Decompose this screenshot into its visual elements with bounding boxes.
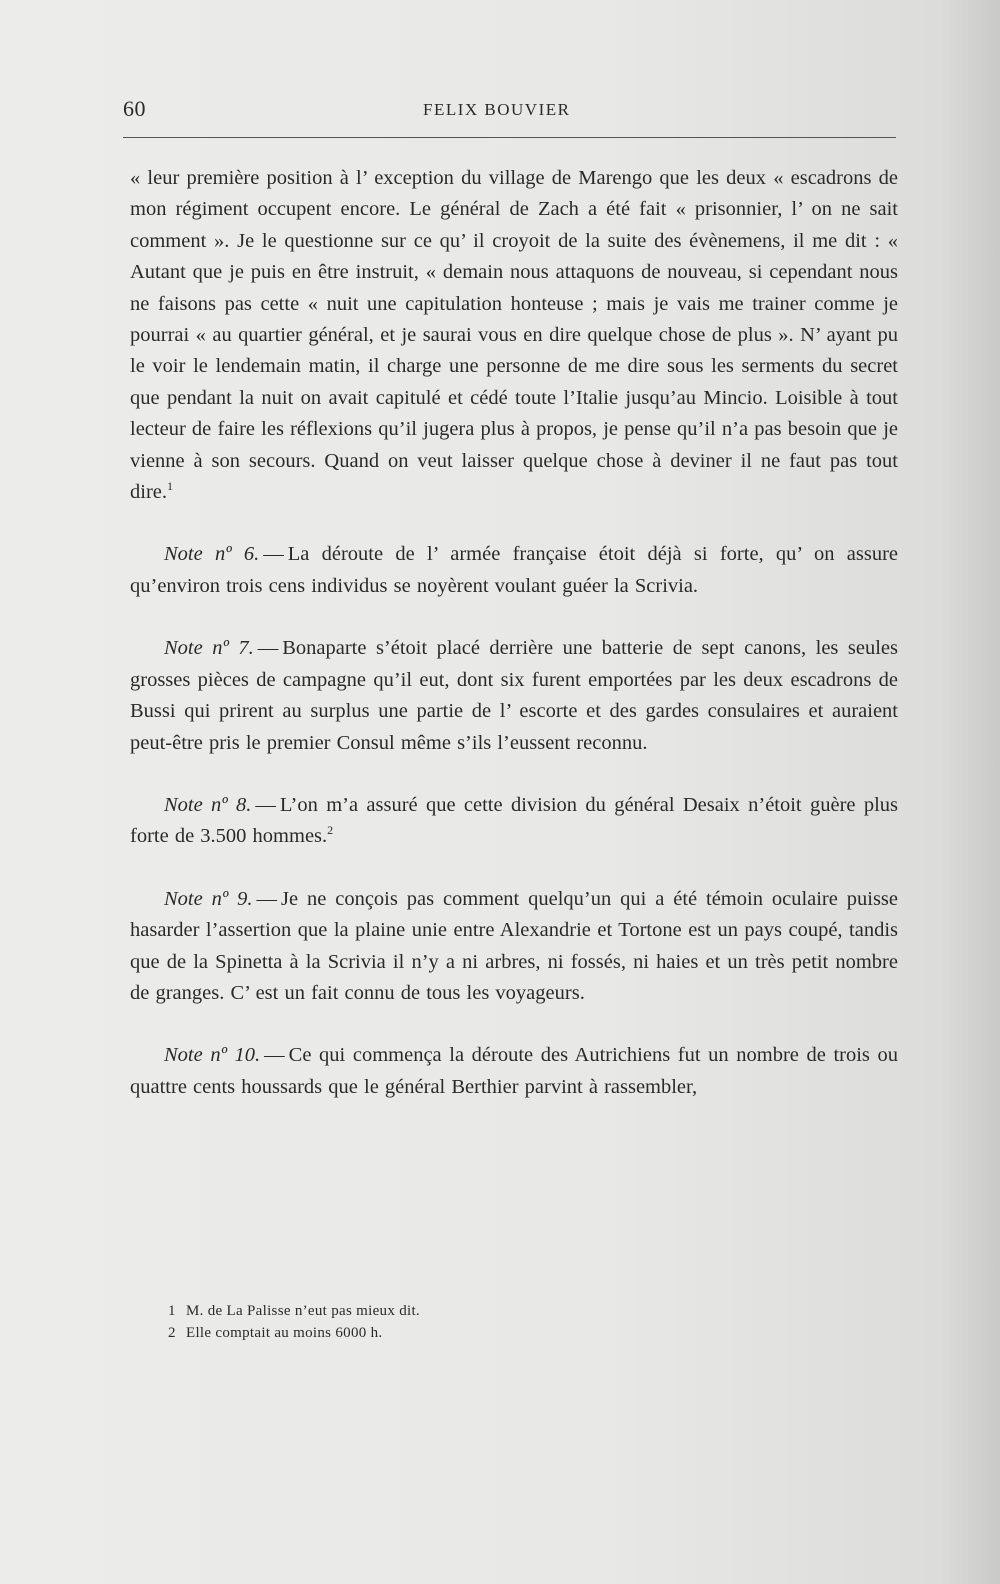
footnote-ref-1: 1 (167, 479, 173, 494)
body-text (130, 163, 898, 1103)
intro-paragraph (130, 163, 898, 508)
note-dash: — (256, 887, 277, 910)
note-dash: — (255, 793, 276, 816)
note-7 (130, 633, 898, 759)
note-9 (130, 884, 898, 1010)
note-dash: — (264, 1044, 285, 1067)
footnote-number: 1 (168, 1303, 176, 1319)
note-text: La déroute de l’ armée française étoit déjà si forte, qu’ on assure qu’environ trois cens individus se noyèrent voulant guéer la Scrivia. (130, 543, 899, 597)
footnote-1 (168, 1300, 768, 1322)
footnote-number: 2 (168, 1325, 176, 1341)
note-10 (130, 1040, 898, 1103)
note-text: L’on m’a assuré que cette division du général Desaix n’étoit guère plus forte de 3.500 hommes. (130, 793, 899, 848)
header-rule (123, 137, 896, 138)
note-label: Note nº 8. (164, 793, 252, 816)
note-dash: — (263, 543, 284, 566)
running-head: FELIX BOUVIER (423, 100, 571, 119)
note-label: Note nº 7. (164, 637, 254, 660)
page-number: 60 (123, 96, 146, 121)
footnote-text: M. de La Palisse n’eut pas mieux dit. (186, 1303, 420, 1319)
note-label: Note nº 6. (164, 543, 260, 566)
note-text: Je ne conçois pas comment quelqu’un qui a été témoin oculaire puisse hasarder l’assertion que la plaine unie entre Alexandrie et Tortone est un pays coupé, tandis que de la Spinetta à la Scrivia il n’y a ni arbres, ni fossés, ni haies et un très petit nombre de granges. C’ est un fait connu de tous les voyageurs. (130, 887, 899, 1004)
note-label: Note nº 9. (164, 887, 253, 910)
note-8 (130, 790, 898, 853)
note-dash: — (257, 637, 279, 660)
intro-text: « leur première position à l’ exception du village de Marengo que les deux « escadrons de mon régiment occupent encore. Le général de Zach a été fait « prisonnier, l’ on ne sait comment ». Je le questionne sur ce qu’ il croyoit de la suite des évènemens, il me dit : « Autant que je puis en être instruit, « demain nous attaquons de nouveau, si cependant nous ne faisons pas cette « nuit une capitulation honteuse ; mais je vais me trainer comme je pourrai « au quartier général, et je saurai vous en dire quelque chose de plus ». N’ ayant pu le voir le lendemain matin, il charge une personne de me dire sous les serments du secret que pendant la nuit on avait capitulé et cédé toute l’Italie jusqu’au Mincio. Loisible à tout lecteur de faire les réflexions qu’il jugera plus à propos, je pense qu’il n’a pas besoin que je vienne à son secours. Quand on veut laisser quelque chose à deviner il ne faut pas tout dire. (130, 167, 898, 504)
note-text: Ce qui commença la déroute des Autrichiens fut un nombre de trois ou quattre cents houssards que le général Berthier parvint à rassembler, (130, 1044, 899, 1098)
footnote-text: Elle comptait au moins 6000 h. (186, 1325, 383, 1341)
footnote-ref-2: 2 (327, 823, 334, 838)
footnotes (168, 1300, 768, 1344)
note-label: Note nº 10. (164, 1044, 261, 1067)
footnote-2 (168, 1322, 768, 1344)
page-header (123, 96, 893, 130)
note-6 (130, 539, 898, 602)
note-text: Bonaparte s’étoit placé derrière une batterie de sept canons, les seules grosses pièces de campagne qu’il eut, dont six furent emportées par les deux escadrons de Bussi qui prirent au surplus une partie de l’ escorte et des gardes consulaires et auraient peut-être pris le premier Consul même s’ils l’eussent reconnu. (130, 637, 898, 754)
